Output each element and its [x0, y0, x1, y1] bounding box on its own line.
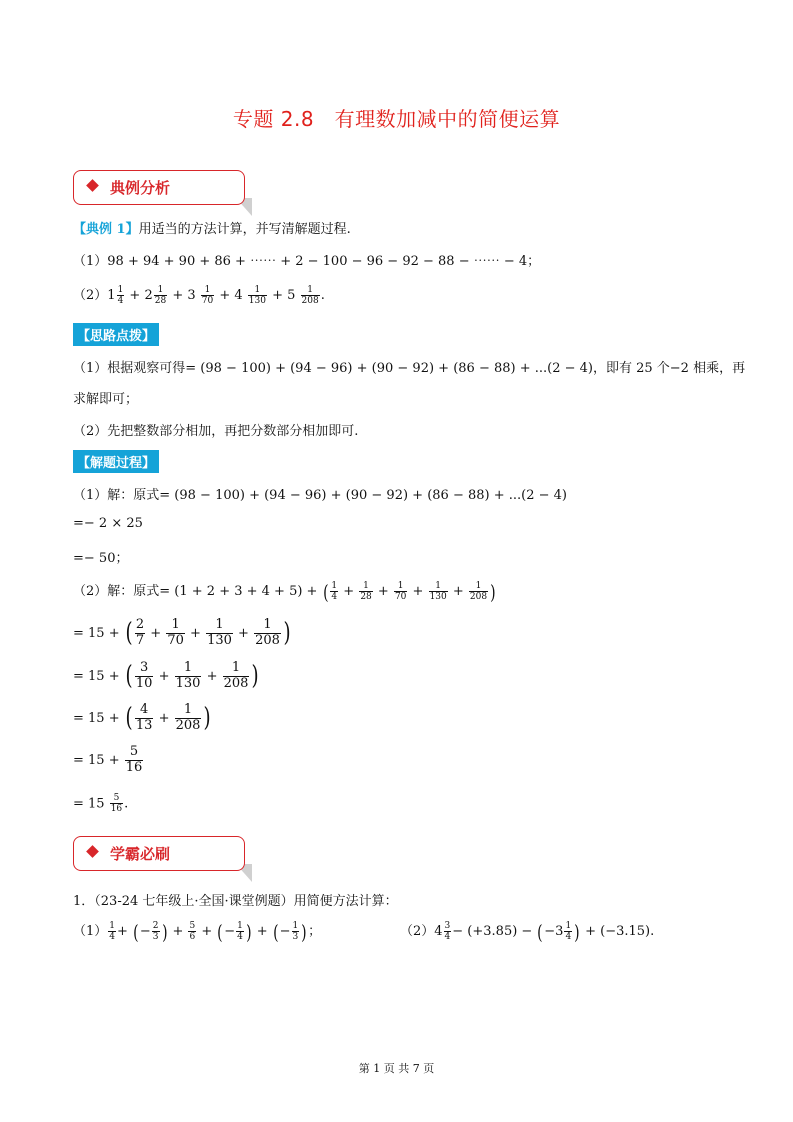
hint-line-3: （2）先把整数部分相加，再把分数部分相加即可.	[73, 424, 359, 439]
example-q1: （1）98 + 94 + 90 + 86 + ⋯⋯ + 2 − 100 − 96 − 92 − 88 − ⋯⋯ − 4；	[73, 254, 541, 269]
section-label: 学霸必刷	[110, 845, 171, 863]
page-footer: 第 1 页 共 7 页	[358, 1062, 435, 1075]
section-header-examples	[73, 170, 245, 205]
p2-mid: − (+3.85) −	[452, 924, 533, 939]
p2-end: + (−3.15).	[585, 924, 655, 939]
eq-prefix: = 15 +	[73, 710, 120, 726]
solution-line-2: =− 2 × 25	[73, 516, 143, 531]
hint-line-2: 求解即可；	[73, 392, 139, 407]
diamond-icon	[86, 179, 99, 192]
example-q2: （2）1 $\frac{1}{4}$ + 2 $\frac{1}{28}$ + 3 $\frac{1}{70}$ + 4 $\frac{1}{130}$ + 5 $\frac{1}{208}$ .	[73, 284, 325, 306]
hint-tag-row	[73, 323, 159, 346]
p2-prefix: （2）4	[400, 924, 443, 939]
solution-line-3: =− 50；	[73, 551, 129, 566]
eq-prefix: = 15 +	[73, 752, 120, 768]
p1-prefix: （1）	[73, 924, 108, 939]
solution-tag-row	[73, 450, 159, 473]
eq-prefix: = 15 +	[73, 625, 120, 641]
diamond-icon	[86, 845, 99, 858]
solution-line-1: （1）解：原式= (98 − 100) + (94 − 96) + (90 − 92) + (86 − 88) + ...(2 − 4)	[73, 488, 567, 503]
practice-q1: （1） $\frac{1}{4}$ + (− $\frac{2}{3}$ ) + $\frac{5}{6}$ + (− $\frac{1}{4}$ ) + (− $\frac{1}{3}$ )；	[73, 919, 322, 944]
practice-header: 1．（23-24 七年级上·全国·课堂例题）用简便方法计算：	[73, 894, 398, 909]
hint-line-1: （1）根据观察可得= (98 − 100) + (94 − 96) + (90 − 92) + (86 − 88) + ...(2 − 4)，即有 25 个−2 相乘，再	[73, 361, 746, 376]
solution-line-5: = 15 + ( $\frac{2}{7}$ + $\frac{1}{70}$ + $\frac{1}{130}$ + $\frac{1}{208}$ )	[73, 617, 291, 649]
p1-end: ；	[308, 924, 322, 939]
example-tag: 【典例 1】	[73, 222, 139, 237]
solution-line-6: = 15 + ( $\frac{3}{10}$ + $\frac{1}{130}$ + $\frac{1}{208}$ )	[73, 660, 260, 692]
l4-prefix: （2）解：原式= (1 + 2 + 3 + 4 + 5) +	[73, 584, 318, 599]
practice-q2: （2）4 $\frac{3}{4}$ − (+3.85) − (−3 $\frac{1}{4}$ ) + (−3.15).	[400, 919, 655, 944]
eq-prefix: = 15 +	[73, 668, 120, 684]
solution-line-8: = 15 + $\frac{5}{16}$	[73, 744, 143, 775]
solution-tag: 【解题过程】	[73, 450, 159, 473]
hint-tag: 【思路点拨】	[73, 323, 159, 346]
page-title: 专题 2.8 有理数加减中的简便运算	[232, 107, 561, 131]
example-text: 用适当的方法计算，并写清解题过程.	[138, 222, 351, 237]
solution-line-4: （2）解：原式= (1 + 2 + 3 + 4 + 5) + ( $\frac{1}{4}$ + $\frac{1}{28}$ + $\frac{1}{70}$ + $\frac{1}{130}$ + $\frac{1}{208}$ )	[73, 579, 496, 604]
section-label: 典例分析	[110, 179, 171, 197]
section-header-practice	[73, 836, 245, 871]
solution-line-9: = 15 $\frac{5}{16}$ .	[73, 793, 129, 815]
example-statement	[73, 218, 351, 237]
solution-line-7: = 15 + ( $\frac{4}{13}$ + $\frac{1}{208}$ )	[73, 702, 212, 734]
q2-prefix: （2）	[73, 288, 108, 303]
end-period: .	[124, 796, 129, 812]
